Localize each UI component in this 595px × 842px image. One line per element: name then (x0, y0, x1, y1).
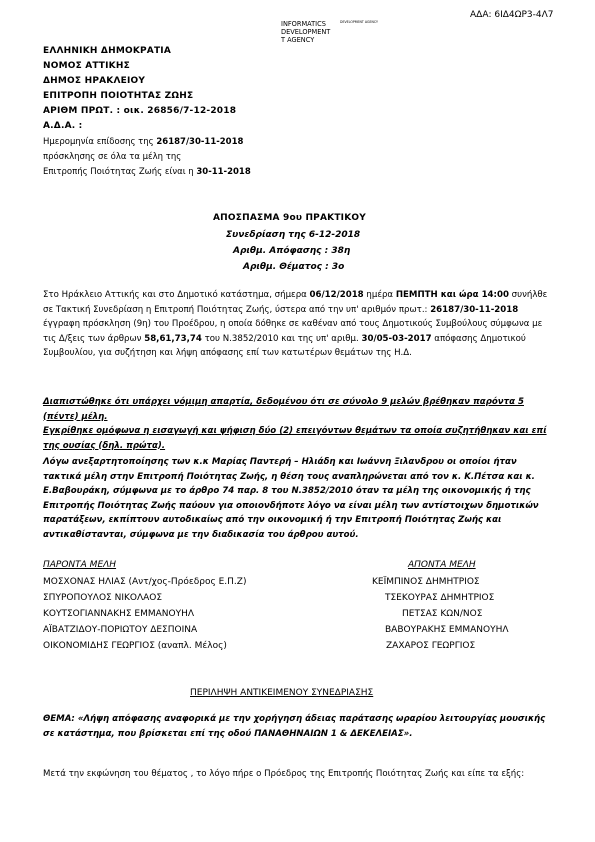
subject-paragraph (43, 712, 555, 741)
intro-text: απόφασης Δημοτικού Συμβουλίου, για συζήτηση και λήψη απόφασης επί των κατωτέρων θεμάτων της Η.Δ. (43, 333, 526, 359)
replacement-paragraph: Λόγω ανεξαρτητοποίησης των κ.κ Μαρίας Παντερή – Ηλιάδη και Ιωάννη Ξιλανδρου οι οποίοι ήταν τακτικά μέλη στην Επιτροπή Ποιότητας Ζωής, η θέση τους αναπληρώνεται από τον κ. Κ.Πέτσα και κ. Ε.Βαβουράκη, σύμφωνα με το άρθρο 74 παρ. 8 του Ν.3852/2010 όταν τα μέλη της οικονομικής ή της Επιτροπής Ποιότητας Ζωής παύουν για οποιονδήποτε λόγο να είναι μέλη των αντίστοιχων δημοτικών παρατάξεων, εκπίπτουν αυτοδικαίως από την οικονομική ή την Επιτροπή Ποιότητας Ζωής και αντικαθίστανται, σύμφωνα με την διαδικασία του άρθρου αυτού. (43, 457, 539, 540)
present-member: ΣΠΥΡΟΠΟΥΛΟΣ ΝΙΚΟΛΑΟΣ (43, 593, 163, 603)
present-member: ΜΟΣΧΟΝΑΣ ΗΛΙΑΣ (Αντ/χος-Πρόεδρος Ε.Π.Ζ) (43, 577, 247, 587)
notice-text: Ημερομηνία επίδοσης της (43, 137, 157, 147)
intro-text: ημέρα (363, 290, 396, 300)
subject-text: «Λήψη απόφασης αναφορικά με την χορήγηση άδειας παράτασης ωραρίου λειτουργίας μουσικής σε κατάστημα, που βρίσκεται επί της οδού ΠΑΝΑΘΗΝΑΙΩΝ 1 & ΔΕΚΕΛΕΙΑΣ». (43, 714, 546, 739)
protocol-number: ΑΡΙΘΜ ΠΡΩΤ. : οικ. 26856/7-12-2018 (43, 106, 237, 116)
present-member: ΟΙΚΟΝΟΜΙΔΗΣ ΓΕΩΡΓΙΟΣ (αναπλ. Μέλος) (43, 641, 227, 651)
ada-label: Α.Δ.Α. : (43, 121, 83, 131)
intro-council-decision: 30/05-03-2017 (361, 333, 432, 344)
notice-line-2: πρόσκλησης σε όλα τα μέλη της (43, 152, 182, 162)
absent-member: ΒΑΒΟΥΡΑΚΗΣ ΕΜΜΑΝΟΥΗΛ (385, 625, 509, 635)
ada-code: ΑΔΑ: 6ΙΔ4ΩΡ3-4Λ7 (470, 10, 554, 20)
absent-member: ΖΑΧΑΡΟΣ ΓΕΩΡΓΙΟΣ (386, 641, 476, 651)
closing-paragraph: Μετά την εκφώνηση του θέματος , το λόγο πήρε ο Πρόεδρος της Επιτροπής Ποιότητας Ζωής και είπε τα εξής: (43, 769, 525, 779)
absent-member: ΤΣΕΚΟΥΡΑΣ ΔΗΜΗΤΡΙΟΣ (385, 593, 495, 603)
decision-number: Αριθμ. Απόφασης : 38η (233, 246, 351, 256)
header-line-1: ΕΛΛΗΝΙΚΗ ΔΗΜΟΚΡΑΤΙΑ (43, 46, 172, 56)
subject-label: ΘΕΜΑ: (43, 714, 75, 724)
present-member: ΑΪΒΑΤΖΙΔΟΥ-ΠΟΡΙΩΤΟΥ ΔΕΣΠΟΙΝΑ (43, 625, 198, 635)
session-date: Συνεδρίαση της 6-12-2018 (226, 230, 361, 240)
notice-text: Επιτροπής Ποιότητας Ζωής είναι η (43, 167, 197, 177)
notice-line-3 (43, 167, 251, 177)
present-member: ΚΟΥΤΣΟΓΙΑΝΝΑΚΗΣ ΕΜΜΑΝΟΥΗΛ (43, 609, 195, 619)
intro-date: 06/12/2018 (309, 290, 364, 300)
header-line-2: ΝΟΜΟΣ ΑΤΤΙΚΗΣ (43, 61, 130, 71)
header-line-3: ΔΗΜΟΣ ΗΡΑΚΛΕΙΟΥ (43, 76, 146, 86)
agenda-approval: Εγκρίθηκε ομόφωνα η εισαγωγή και ψήφιση δύο (2) επειγόντων θεμάτων τα οποία συζητήθηκαν και επί της ουσίας (δηλ. πρώτα). (43, 426, 547, 451)
logo-line-2: DEVELOPMENT (281, 28, 331, 36)
absent-members-header: ΑΠΟΝΤΑ ΜΕΛΗ (408, 560, 476, 570)
di-agency-logo (281, 20, 381, 50)
intro-text: Στο Ηράκλειο Αττικής και στο Δημοτικό κατάστημα, σήμερα (43, 290, 310, 300)
absent-member: ΠΕΤΣΑΣ ΚΩΝ/ΝΟΣ (402, 609, 483, 619)
intro-paragraph (43, 288, 555, 361)
logo-small-text: DEVELOPMENT AGENCY (340, 20, 378, 24)
extract-title: ΑΠΟΣΠΑΣΜΑ 9ου ΠΡΑΚΤΙΚΟΥ (213, 213, 366, 223)
intro-text: έγγραφη πρόσκληση (9η) του Προέδρου, η οποία δόθηκε σε καθέναν από τους Δημοτικούς Συμβούλους σύμφωνα με τις Δ/ξεις των άρθρων (43, 319, 543, 344)
header-line-4: ΕΠΙΤΡΟΠΗ ΠΟΙΟΤΗΤΑΣ ΖΩΗΣ (43, 91, 194, 101)
quorum-statement: Διαπιστώθηκε ότι υπάρχει νόμιμη απαρτία, δεδομένου ότι σε σύνολο 9 μελών βρέθηκαν παρόντα 5 (πέντε) μέλη. (43, 397, 524, 422)
summary-title: ΠΕΡΙΛΗΨΗ ΑΝΤΙΚΕΙΜΕΝΟΥ ΣΥΝΕΔΡΙΑΣΗΣ (190, 688, 374, 698)
subject-number: Αριθμ. Θέματος : 3ο (243, 262, 345, 272)
intro-text: του Ν.3852/2010 και της υπ' αριθμ. (201, 333, 362, 344)
intro-text: και ώρα (437, 290, 482, 300)
absent-member: ΚΕΪΜΠΙΝΟΣ ΔΗΜΗΤΡΙΟΣ (372, 577, 480, 587)
logo-line-1: INFORMATICS (281, 20, 326, 28)
intro-time: 14:00 (481, 290, 509, 300)
notice-date: 30-11-2018 (196, 167, 251, 177)
intro-text: συνήλθε σε Τακτική Συνεδρίαση η Επιτροπή Ποιότητας Ζωής, ύστερα από την υπ' αριθμόν πρωτ.: (43, 290, 548, 315)
intro-day: ΠΕΜΠΤΗ (395, 290, 438, 300)
intro-invitation-number: 26187/30-11-2018 (430, 304, 519, 315)
logo-line-3: T AGENCY (281, 36, 315, 44)
notice-line-1 (43, 137, 243, 147)
present-members-header: ΠΑΡΟΝΤΑ ΜΕΛΗ (43, 560, 117, 570)
notice-invitation-number: 26187/30-11-2018 (156, 137, 244, 147)
intro-articles: 58,61,73,74 (144, 333, 202, 344)
